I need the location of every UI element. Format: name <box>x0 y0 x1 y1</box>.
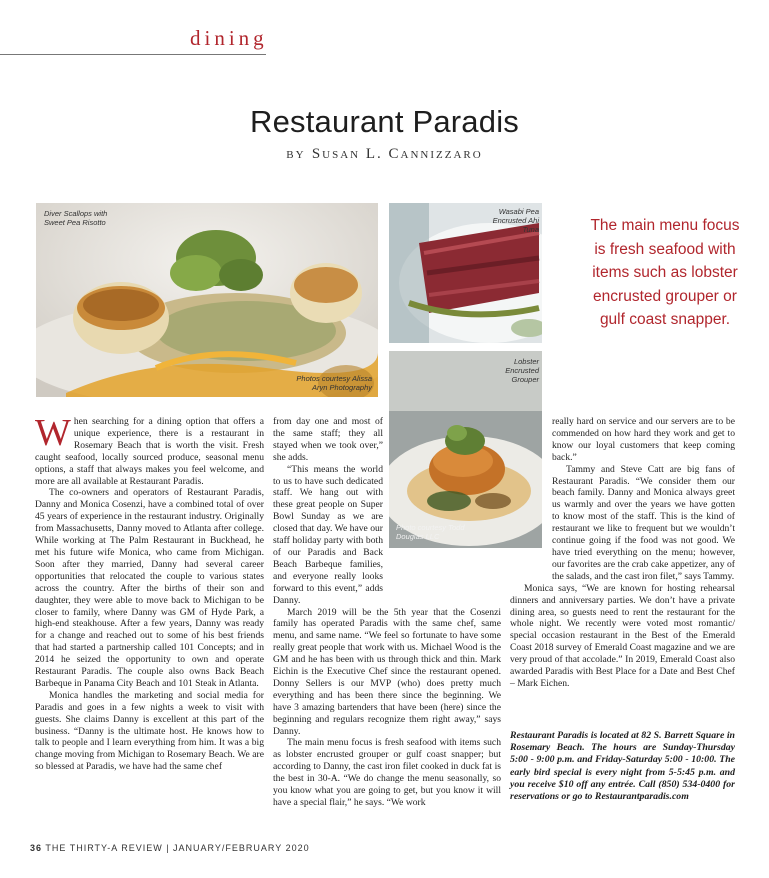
article-column-1 <box>35 412 264 773</box>
drop-cap: W <box>35 412 71 454</box>
paragraph: really hard on service and our servers are to be commended on how hard they work and get to know our loyal customers that keep coming back.” <box>552 416 735 463</box>
paragraph <box>35 412 264 487</box>
paragraph: March 2019 will be the 5th year that the Cosenzi family has operated Paradis with the same chef, same menu, and same name. “We feel so fortunate to have some really great people that work with us. Michael Wood is the GM and he has been with us through thick and thin. Mark Eichin is the Executive Chef since the restaurant opened. Donny Sellers is our MVP (who) does pretty much everything and has been there since the beginning. We have 3 amazing bartenders that have been (here) since the beginning and regulars recognize them right away,” says Danny. <box>273 606 501 737</box>
section-divider <box>0 54 266 55</box>
scallops-photo <box>36 203 378 397</box>
paragraph: “This means the world to us to have such dedicated staff. We hang out with these great people on Super Bowl Sunday as we are closed that day. We have our staff holiday party with both of our Paradis and Back Beach Barbeque families, and everyone really looks forward to this event,” adds Danny. <box>273 463 383 606</box>
article-column-2 <box>273 416 501 809</box>
scallops-credit: Photos courtesy Alissa Aryn Photography <box>296 374 372 392</box>
paragraph: Monica handles the marketing and social media for Paradis and goes in a few nights a week to visit with guests. She claims Danny is excellent at this part of the business. “Danny is the ultimate host. He knows how to talk to people and I learn everything from him. It was a big change moving from Michigan to Rosemary Beach. We are so blessed at Paradis, we have had the same chef <box>35 689 264 773</box>
footer-text: THE THIRTY-A REVIEW | JANUARY/FEBRUARY 2020 <box>45 843 310 853</box>
tuna-caption: Wasabi Pea Encrusted Ahi Tuna <box>492 207 539 234</box>
pull-quote: The main menu focus is fresh seafood with items such as lobster encrusted grouper or gulf coast snapper. <box>590 217 740 328</box>
paragraph: The main menu focus is fresh seafood with items such as lobster encrusted grouper or gulf coast snapper; but according to Danny, the cast iron filet cooked in duck fat is the best in 30-A. “We do change the menu seasonally, so you know what you are going to get, but you know it will have a special flair,” he says. “We work <box>273 737 501 808</box>
restaurant-info: Restaurant Paradis is located at 82 S. Barrett Square in Rosemary Beach. The hours are Sunday-Thursday 5:00 - 9:00 p.m. and Friday-Saturday 5:00 - 10:00. The early bird special is every night from 5-5:45 p.m. and you receive $10 off any entrée. Call (850) 534-0400 for reservations or go to Restaurantparadis.com <box>510 730 735 803</box>
author-name: Susan L. Cannizzaro <box>311 146 483 162</box>
article-column-3 <box>510 416 735 690</box>
paragraph: The co-owners and operators of Restaurant Paradis, Danny and Monica Cosenzi, have a combined total of over 45 years of experience in the restaurant industry. Originally from Massachusetts, Danny moved to Atlanta after college. While working at The Palm Restaurant in Buckhead, he met his future wife Monica, who came from Michigan. Soon after they married, Danny had several career opportunities that relocated the couple to various states across the country. After the births of their son and daughter, they were able to move back to Michigan to be closer to family, where Danny was GM of Hyde Park, a high-end steakhouse. After a few years, Danny was ready for a change and reached out to some of his best friends that had started a partnership called 101 Concepts; and in 2014 he seized the opportunity to own and operate Restaurant Paradis. The couple also owns Back Beach Barbeque in Panama City Beach and 101 Steak in Atlanta. <box>35 487 264 689</box>
grouper-caption: Lobster Encrusted Grouper <box>505 357 539 384</box>
tuna-photo <box>389 203 542 343</box>
byline-prefix: by <box>286 146 306 162</box>
paragraph: Tammy and Steve Catt are big fans of Restaurant Paradis. “We consider them our beach family. Danny and Monica always greet us warmly and over the years we have gotten to know most of the staff. This is the kind of restaurant we like to frequent but we wouldn’t continue going if the food was not good. We have tried everything on the menu; however, our favorites are the crab cake appetizer, any of the salads, and the cast iron filet,” says Tammy. <box>552 463 735 582</box>
page-footer <box>30 843 310 853</box>
byline <box>0 146 769 163</box>
paragraph: from day one and most of the same staff; they all stayed when we took over,” she adds. <box>273 416 383 463</box>
scallops-caption: Diver Scallops with Sweet Pea Risotto <box>44 209 108 227</box>
grouper-credit: Photo courtesy Todd Douglas LLC <box>396 523 465 541</box>
article-title: Restaurant Paradis <box>250 104 519 139</box>
section-label: dining <box>190 26 268 50</box>
page-number: 36 <box>30 843 43 853</box>
paragraph: Monica says, “We are known for hosting rehearsal dinners and anniversary parties. We don’t have a private dining area, so guests need to rent the restaurant for the whole night. We recently were voted most romantic/ special occasion restaurant in the Best of the Emerald Coast 2018 survey of Emerald Coast magazine and we are very proud of that accolade.” In 2019, Emerald Coast also awarded Paradis with Best Place for a Date and Best Chef – Mark Eichen. <box>510 582 735 689</box>
paragraph-text: hen searching for a dining option that offers a unique experience, there is a restaurant in Rosemary Beach that is worth the visit. Fresh caught seafood, locally sourced produce, seasonal menu options, a staff that always makes you feel welcome, and more are all available at Restaurant Paradis. <box>35 416 264 487</box>
